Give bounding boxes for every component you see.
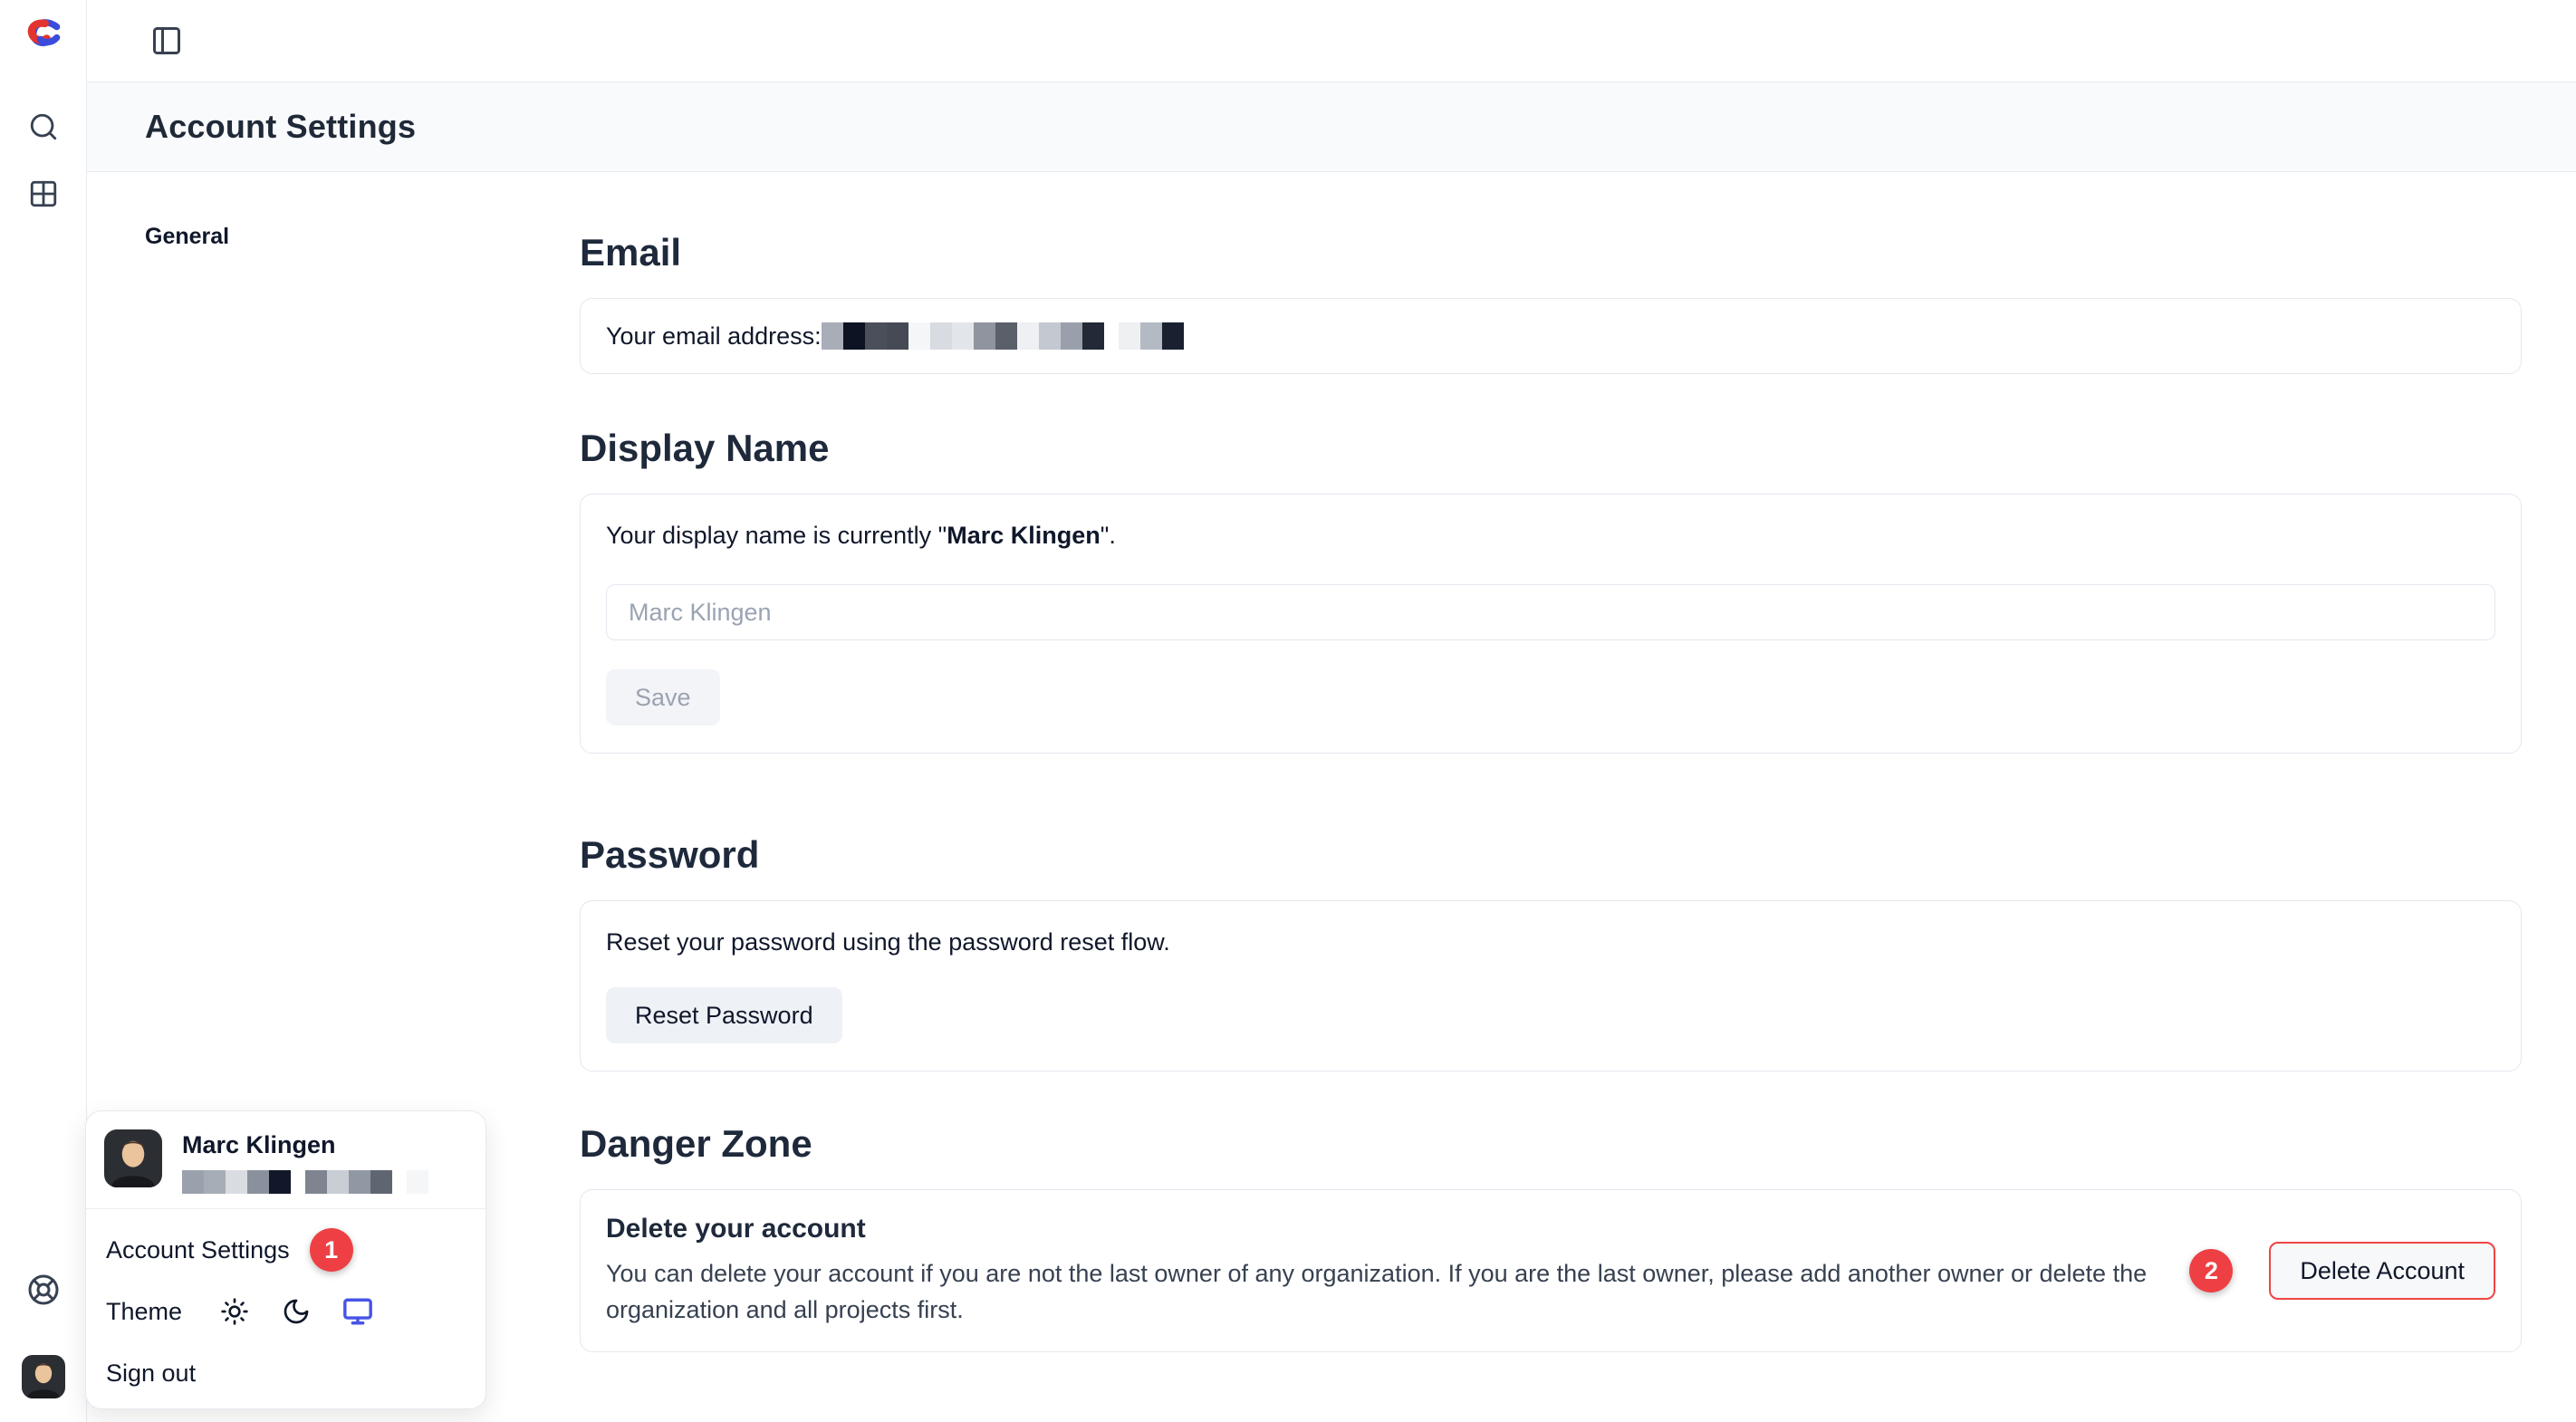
icon-rail (0, 0, 87, 1422)
moon-icon[interactable] (278, 1293, 314, 1330)
page-title: Account Settings (145, 108, 417, 145)
delete-account-button[interactable]: Delete Account (2269, 1242, 2495, 1300)
sun-icon[interactable] (216, 1293, 253, 1330)
annotation-badge-2: 2 (2189, 1249, 2233, 1292)
user-avatar[interactable] (22, 1355, 65, 1398)
delete-account-description: You can delete your account if you are not the last owner of any organization. If you are the last owner, please add another owner or delete the organization and all projects first. (606, 1260, 2148, 1323)
password-section-title: Password (580, 833, 760, 876)
password-card (580, 900, 2522, 1071)
settings-main (580, 173, 2522, 1352)
theme-switcher (216, 1293, 376, 1330)
user-name: Marc Klingen (182, 1131, 336, 1158)
display-name-card (580, 494, 2522, 754)
user-menu-header (86, 1111, 485, 1208)
user-email-redacted (182, 1170, 443, 1194)
grid-icon[interactable] (24, 174, 63, 214)
app-logo[interactable] (24, 13, 63, 53)
search-icon[interactable] (24, 107, 63, 147)
display-name-description: Your display name is currently "Marc Klingen". (606, 522, 1116, 549)
email-card (580, 298, 2522, 374)
settings-nav-general[interactable]: General (145, 224, 230, 249)
menu-item-account-settings[interactable]: Account Settings 1 (86, 1220, 485, 1280)
email-label: Your email address: (606, 322, 822, 350)
monitor-icon[interactable] (340, 1293, 376, 1330)
danger-zone-section-title: Danger Zone (580, 1122, 812, 1165)
annotation-badge-1: 1 (310, 1228, 353, 1272)
display-name-input[interactable] (606, 584, 2495, 640)
user-avatar (104, 1129, 162, 1187)
reset-password-button[interactable]: Reset Password (606, 987, 842, 1043)
danger-zone-card (580, 1189, 2522, 1352)
support-lifebuoy-icon[interactable] (24, 1270, 63, 1310)
top-bar (87, 0, 2576, 82)
user-menu-items (86, 1209, 485, 1416)
sidebar-toggle-icon[interactable] (147, 21, 187, 61)
user-identity (182, 1129, 443, 1194)
display-name-section-title: Display Name (580, 427, 830, 469)
delete-account-actions (2189, 1242, 2495, 1300)
email-section-title: Email (580, 231, 682, 274)
delete-account-subtitle: Delete your account (606, 1214, 866, 1244)
langfuse-logo-icon (24, 14, 63, 51)
settings-nav (87, 173, 580, 250)
email-redacted-value (822, 322, 1198, 350)
menu-item-theme: Theme (86, 1282, 485, 1341)
current-display-name: Marc Klingen (947, 522, 1101, 549)
menu-item-sign-out[interactable]: Sign out (106, 1359, 197, 1387)
password-description: Reset your password using the password reset flow. (606, 928, 1170, 956)
save-button[interactable]: Save (606, 669, 720, 725)
user-menu-popup (85, 1110, 486, 1409)
page-header (87, 82, 2576, 172)
delete-account-info (606, 1214, 2187, 1328)
